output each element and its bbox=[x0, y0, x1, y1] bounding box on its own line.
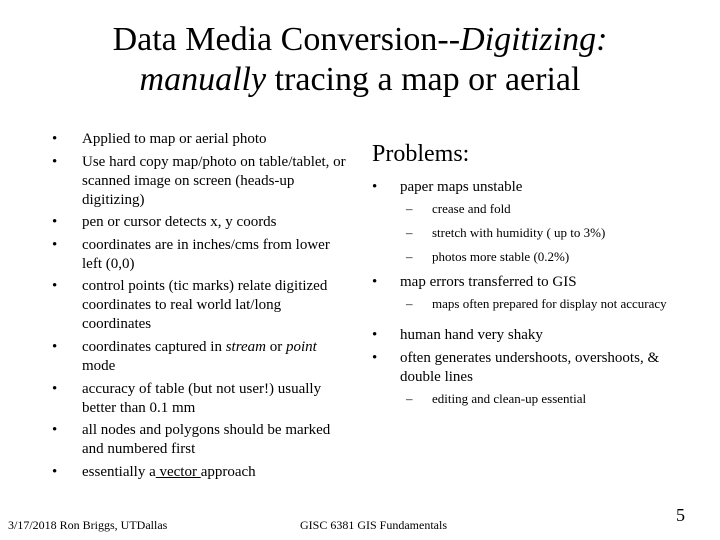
bullet-icon: • bbox=[52, 214, 58, 231]
bullet-icon: • bbox=[52, 338, 58, 355]
problem-item: • paper maps unstable bbox=[372, 179, 523, 195]
problem-subitem: – maps often prepared for display not accuracy bbox=[406, 296, 667, 311]
problem-subitem: – crease and fold bbox=[406, 201, 511, 216]
bullet-icon: • bbox=[52, 131, 58, 147]
dash-icon: – bbox=[406, 225, 413, 240]
dash-icon: – bbox=[406, 296, 413, 311]
bullet-icon: • bbox=[52, 422, 58, 439]
bullet-item: • pen or cursor detects x, y coords bbox=[52, 214, 277, 231]
problems-heading: Problems: bbox=[372, 141, 470, 167]
dash-icon: – bbox=[406, 249, 413, 264]
bullet-icon: • bbox=[372, 350, 378, 366]
bullet-item: • Applied to map or aerial photo bbox=[52, 131, 267, 147]
problem-item: • human hand very shaky bbox=[372, 327, 543, 343]
problem-subitem: – photos more stable (0.2%) bbox=[406, 249, 570, 264]
bullet-item: • essentially a vector approach bbox=[52, 463, 256, 480]
problem-item: • often generates undershoots, overshoots, & double lines bbox=[372, 350, 660, 385]
bullet-item: • control points (tic marks) relate digitized coordinates to real world lat/long coordinates bbox=[52, 278, 328, 333]
footer-left: 3/17/2018 Ron Briggs, UTDallas bbox=[8, 518, 168, 532]
title-line-1: Data Media Conversion--Digitizing: bbox=[112, 21, 608, 58]
bullet-icon: • bbox=[52, 153, 58, 170]
left-bullet-list bbox=[52, 130, 352, 485]
bullet-icon: • bbox=[52, 380, 58, 397]
bullet-icon: • bbox=[372, 274, 378, 290]
bullet-icon: • bbox=[52, 463, 58, 480]
bullet-icon: • bbox=[52, 278, 58, 295]
dash-icon: – bbox=[406, 391, 413, 406]
bullet-item: • coordinates are in inches/cms from lower left (0,0) bbox=[52, 236, 330, 272]
bullet-item: • coordinates captured in stream or point mode bbox=[52, 338, 317, 374]
bullet-icon: • bbox=[372, 327, 378, 343]
bullet-item: • Use hard copy map/photo on table/tablet, or scanned image on screen (heads-up digitizing) bbox=[52, 153, 346, 208]
slide-title bbox=[40, 20, 680, 100]
problem-subitem: – editing and clean-up essential bbox=[406, 391, 587, 406]
bullet-item: • accuracy of table (but not user!) usually better than 0.1 mm bbox=[52, 380, 322, 416]
bullet-item: • all nodes and polygons should be marked and numbered first bbox=[52, 422, 331, 458]
footer-center: GISC 6381 GIS Fundamentals bbox=[300, 518, 447, 532]
problems-section bbox=[372, 140, 692, 415]
problem-subitem: – stretch with humidity ( up to 3%) bbox=[406, 225, 606, 240]
dash-icon: – bbox=[406, 201, 413, 216]
page-number: 5 bbox=[676, 505, 685, 525]
problem-item: • map errors transferred to GIS bbox=[372, 274, 577, 290]
bullet-icon: • bbox=[52, 236, 58, 253]
bullet-icon: • bbox=[372, 179, 378, 195]
title-line-2: manually tracing a map or aerial bbox=[139, 61, 581, 98]
